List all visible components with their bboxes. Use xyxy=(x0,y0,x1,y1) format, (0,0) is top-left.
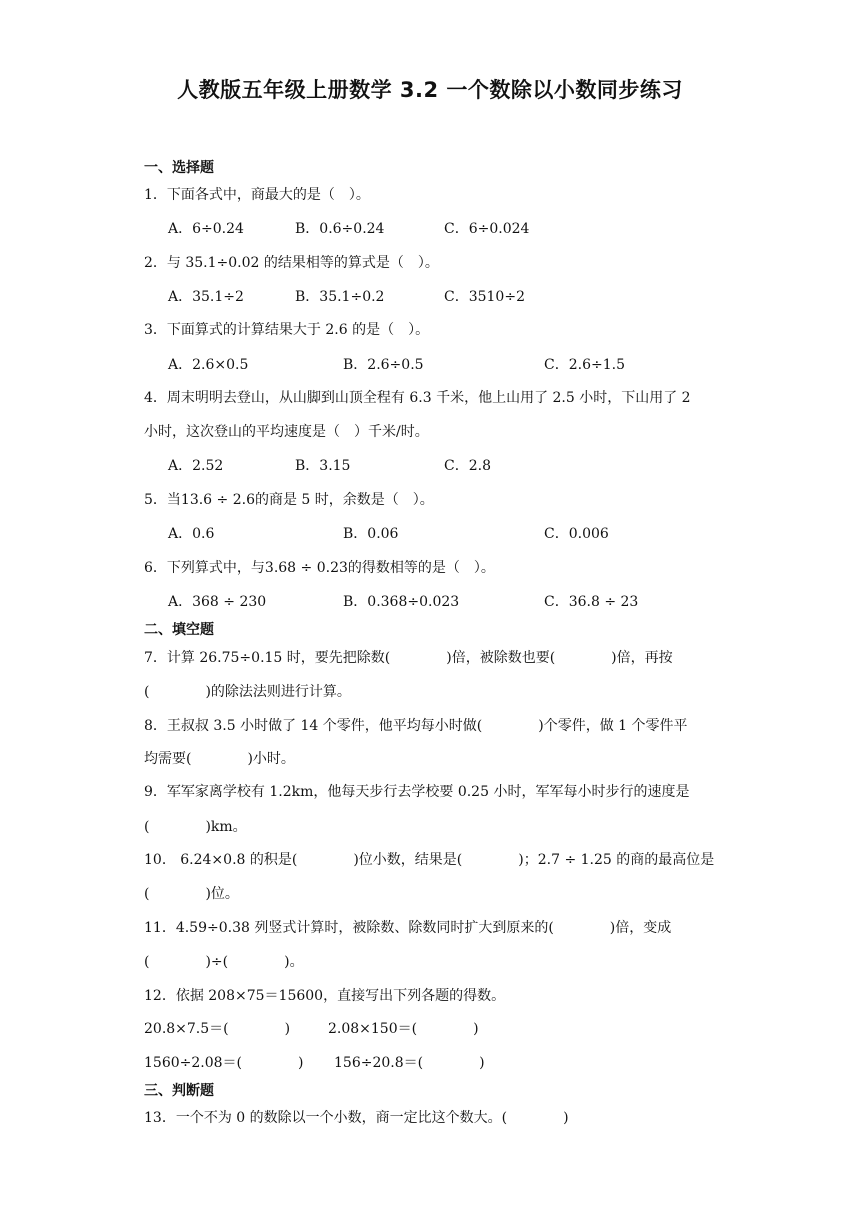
question-2: 2．与 35.1÷0.02 的结果相等的算式是（ ）。 xyxy=(144,255,439,271)
option-a: A．35.1÷2 xyxy=(168,289,244,305)
option-b: B．2.6÷0.5 xyxy=(343,357,424,373)
question-1: 1．下面各式中，商最大的是（ ）。 xyxy=(144,187,370,203)
question-12-item-2: 2.08×150＝( ) xyxy=(328,1021,479,1037)
page-title: 人教版五年级上册数学 3.2 一个数除以小数同步练习 xyxy=(177,78,683,102)
section-heading-choice: 一、选择题 xyxy=(144,160,214,176)
option-b: B．0.6÷0.24 xyxy=(295,221,385,237)
question-8-line-2: 均需要( )小时。 xyxy=(144,751,295,767)
question-6: 6．下列算式中，与3.68 ÷ 0.23的得数相等的是（ ）。 xyxy=(144,560,495,576)
option-c: C．36.8 ÷ 23 xyxy=(544,594,639,610)
option-c: C．2.6÷1.5 xyxy=(544,357,625,373)
option-b: B．3.15 xyxy=(295,458,351,474)
question-12-item-3: 1560÷2.08＝( ) xyxy=(144,1055,304,1071)
question-12: 12．依据 208×75＝15600，直接写出下列各题的得数。 xyxy=(144,988,506,1004)
option-b: B．35.1÷0.2 xyxy=(295,289,385,305)
option-c: C．0.006 xyxy=(544,526,609,542)
option-a: A．2.52 xyxy=(168,458,224,474)
question-13: 13．一个不为 0 的数除以一个小数，商一定比这个数大。( ) xyxy=(144,1110,569,1126)
question-4-line-1: 4．周末明明去登山，从山脚到山顶全程有 6.3 千米，他上山用了 2.5 小时，下山用了 2 xyxy=(144,390,691,406)
option-a: A．0.6 xyxy=(168,526,215,542)
section-heading-judge: 三、判断题 xyxy=(144,1083,214,1099)
option-a: A．368 ÷ 230 xyxy=(168,594,267,610)
question-12-item-1: 20.8×7.5＝( ) xyxy=(144,1021,291,1037)
question-9-line-2: ( )km。 xyxy=(144,819,247,835)
question-9-line-1: 9．军军家离学校有 1.2km，他每天步行去学校要 0.25 小时，军军每小时步行的速度是 xyxy=(144,784,690,800)
question-7-line-1: 7．计算 26.75÷0.15 时，要先把除数( )倍，被除数也要( )倍，再按 xyxy=(144,650,673,666)
question-5: 5．当13.6 ÷ 2.6的商是 5 时，余数是（ ）。 xyxy=(144,492,434,508)
question-3: 3．下面算式的计算结果大于 2.6 的是（ ）。 xyxy=(144,322,430,338)
question-11-line-1: 11．4.59÷0.38 列竖式计算时，被除数、除数同时扩大到原来的( )倍，变成 xyxy=(144,920,672,936)
option-c: C．6÷0.024 xyxy=(444,221,530,237)
question-4-line-2: 小时，这次登山的平均速度是（ ）千米/时。 xyxy=(144,424,429,440)
option-b: B．0.06 xyxy=(343,526,399,542)
option-c: C．3510÷2 xyxy=(444,289,525,305)
option-a: A．6÷0.24 xyxy=(168,221,244,237)
question-10-line-1: 10． 6.24×0.8 的积是( )位小数，结果是( )；2.7 ÷ 1.25 的商的最高位是 xyxy=(144,852,715,868)
question-10-line-2: ( )位。 xyxy=(144,886,239,902)
question-8-line-1: 8．王叔叔 3.5 小时做了 14 个零件，他平均每小时做( )个零件，做 1 个零件平 xyxy=(144,718,688,734)
option-c: C．2.8 xyxy=(444,458,491,474)
question-11-line-2: ( )÷( )。 xyxy=(144,954,304,970)
question-12-item-4: 156÷20.8＝( ) xyxy=(334,1055,485,1071)
option-b: B．0.368÷0.023 xyxy=(343,594,460,610)
question-7-line-2: ( )的除法法则进行计算。 xyxy=(144,684,351,700)
option-a: A．2.6×0.5 xyxy=(168,357,249,373)
section-heading-fill: 二、填空题 xyxy=(144,622,214,638)
